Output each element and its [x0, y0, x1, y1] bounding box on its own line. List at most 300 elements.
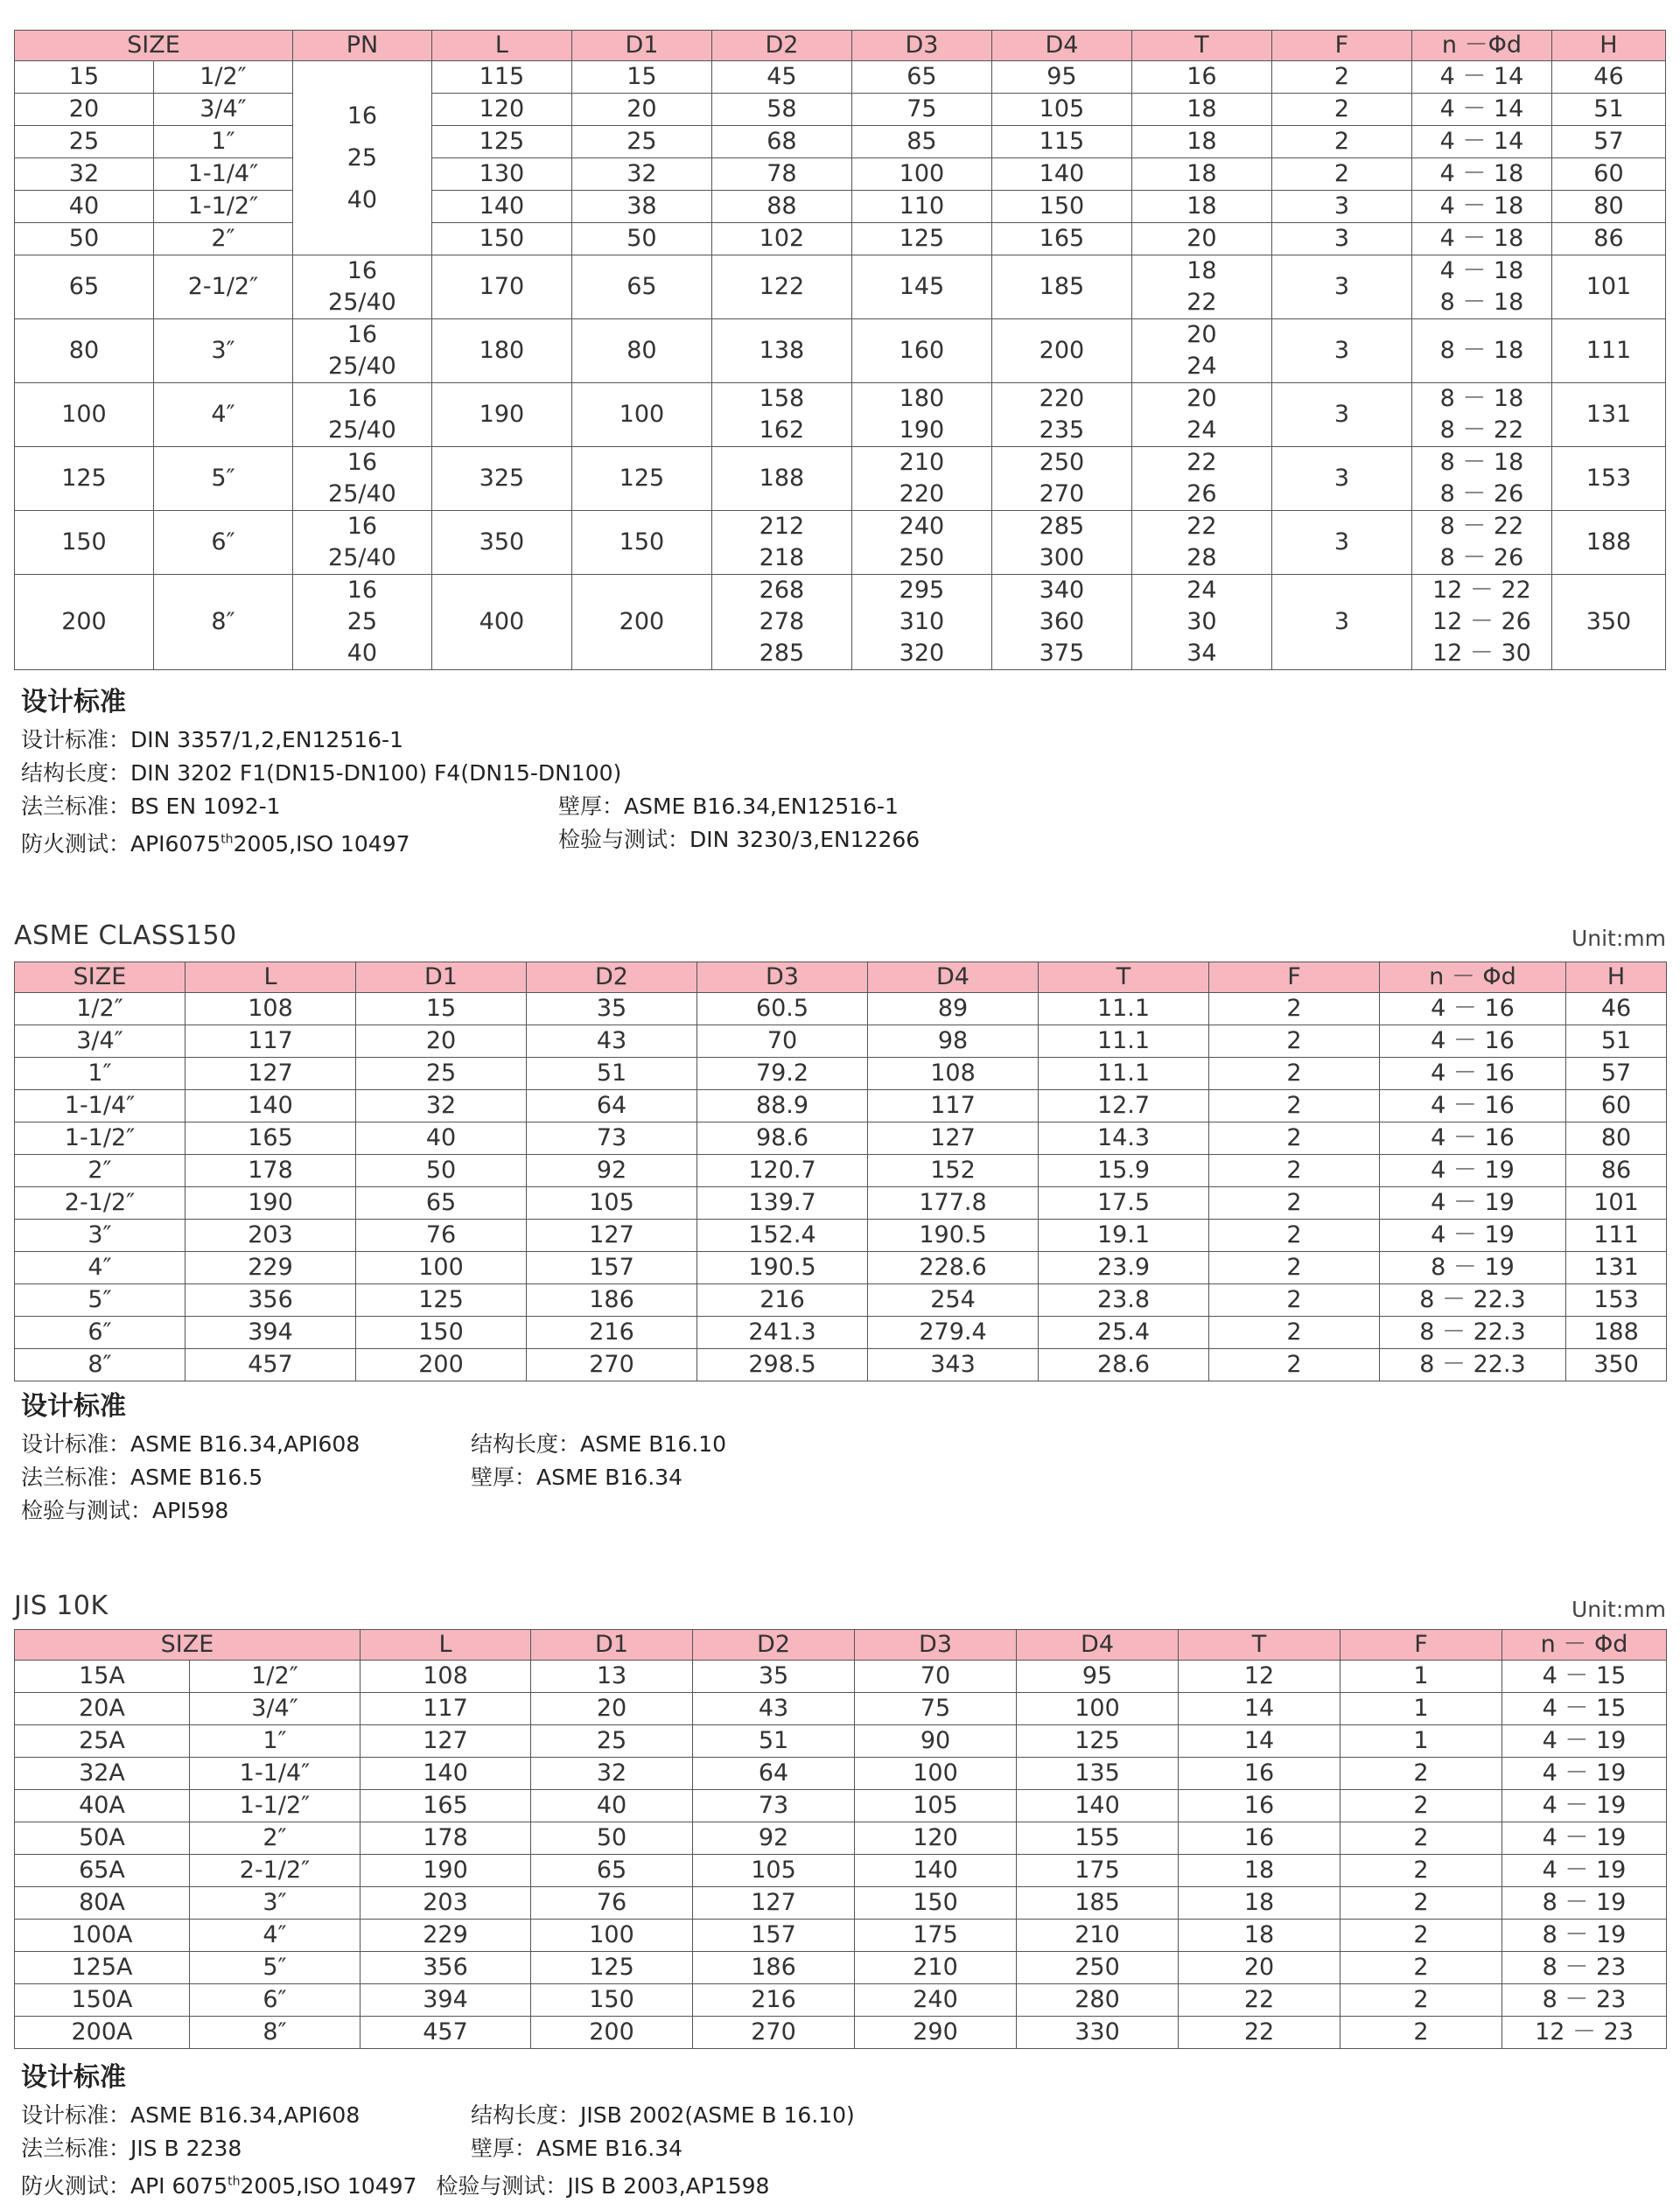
cell-d2: 92	[527, 1155, 697, 1187]
cell-nphi-line: 4 － 18	[1439, 257, 1524, 284]
cell-d4: 105	[991, 94, 1131, 126]
cell-inch: 8″	[153, 575, 292, 670]
cell-inch: 1-1/4″	[153, 158, 292, 191]
cell-nphi: 8 － 19	[1380, 1252, 1566, 1284]
cell-d3-line: 240	[899, 513, 945, 540]
table-row	[15, 383, 1666, 447]
table-row	[15, 1090, 1667, 1122]
cell-size: 3/4″	[15, 1025, 186, 1058]
cell-nphi-line: 8 － 18	[1439, 449, 1524, 476]
cell-d3	[851, 255, 991, 319]
cell-d3: 79.2	[697, 1058, 868, 1090]
cell-h: 188	[1551, 511, 1665, 575]
cell-d4: 127	[868, 1122, 1039, 1155]
table-row	[15, 1952, 1667, 1984]
cell-t-line: 26	[1186, 480, 1217, 507]
cell-a: 15A	[15, 1661, 190, 1693]
cell-d2: 270	[527, 1349, 697, 1381]
cell-d1: 15	[356, 993, 527, 1025]
cell-nphi: 8 － 23	[1502, 1952, 1667, 1984]
cell-pn-line: 16	[346, 577, 378, 604]
cell-t: 17.5	[1039, 1187, 1209, 1220]
cell-l: 125	[431, 126, 571, 158]
cell-nphi	[1411, 255, 1551, 319]
cell-h: 57	[1551, 126, 1665, 158]
cell-nphi: 4 － 19	[1502, 1725, 1667, 1758]
cell-t: 19.1	[1039, 1220, 1209, 1252]
cell-h: 60	[1551, 158, 1665, 191]
cell-l: 140	[431, 191, 571, 223]
cell-inch: 4″	[153, 383, 292, 447]
cell-t: 12.7	[1039, 1090, 1209, 1122]
cell-pn	[292, 447, 431, 511]
cell-t-line: 24	[1186, 577, 1217, 604]
cell-d3: 70	[855, 1661, 1017, 1693]
cell-d4	[991, 447, 1131, 511]
table-row	[15, 511, 1666, 575]
cell-d2: 102	[711, 223, 851, 255]
cell-d4: 190.5	[868, 1220, 1039, 1252]
cell-d2-line: 122	[759, 273, 805, 300]
cell-d4-line: 235	[1039, 416, 1085, 444]
cell-h: 131	[1566, 1252, 1667, 1284]
cell-d4: 100	[1017, 1693, 1179, 1725]
cell-nphi: 4 － 18	[1411, 223, 1551, 255]
cell-inch: 1-1/2″	[190, 1790, 360, 1822]
cell-d4: 330	[1017, 2017, 1179, 2049]
flange-standard: 法兰标准：BS EN 1092-1	[21, 794, 281, 819]
cell-f: 2	[1271, 61, 1411, 94]
cell-d2-line: 218	[759, 544, 805, 571]
cell-d2: 88	[711, 191, 851, 223]
cell-size: 2″	[15, 1155, 186, 1187]
jis-table-title: JIS 10K	[14, 1591, 108, 1621]
cell-t: 16	[1179, 1822, 1340, 1855]
cell-f: 1	[1340, 1725, 1502, 1758]
cell-d4-line: 250	[1039, 449, 1085, 476]
cell-inch: 2″	[153, 223, 292, 255]
cell-d2: 216	[527, 1317, 697, 1349]
header-f: F	[1209, 962, 1380, 993]
cell-t: 18	[1179, 1887, 1340, 1920]
cell-d4: 185	[1017, 1887, 1179, 1920]
cell-d2	[711, 575, 851, 670]
cell-nphi-line: 8 － 18	[1439, 385, 1524, 412]
cell-d4: 140	[1017, 1790, 1179, 1822]
cell-d4-line: 200	[1039, 337, 1085, 364]
cell-t: 18	[1131, 191, 1271, 223]
cell-d3: 216	[697, 1284, 868, 1317]
table-row	[15, 1758, 1667, 1790]
cell-d2	[711, 319, 851, 383]
cell-d3	[851, 575, 991, 670]
inspection-test: 检验与测试：API598	[21, 1498, 229, 1523]
table-row	[15, 223, 1666, 255]
cell-f: 2	[1209, 1155, 1380, 1187]
table-row	[15, 1284, 1667, 1317]
cell-f: 3	[1271, 575, 1411, 670]
cell-f: 3	[1271, 191, 1411, 223]
cell-d2: 270	[693, 2017, 855, 2049]
table-row	[15, 1790, 1667, 1822]
cell-l: 140	[360, 1758, 531, 1790]
cell-d1: 32	[571, 158, 711, 191]
design-row	[21, 1428, 1648, 1461]
cell-l: 350	[431, 511, 571, 575]
table-row	[15, 993, 1667, 1025]
wall-thickness: 壁厚：ASME B16.34,EN12516-1	[558, 794, 899, 819]
cell-nphi	[1411, 575, 1551, 670]
cell-d1: 76	[356, 1220, 527, 1252]
cell-d4-line: 340	[1039, 577, 1085, 604]
cell-inch: 1/2″	[190, 1661, 360, 1693]
wall-thickness: 壁厚：ASME B16.34	[471, 2136, 683, 2161]
jis-table-body	[15, 1661, 1667, 2049]
cell-d2: 73	[527, 1122, 697, 1155]
cell-nphi: 4 － 18	[1411, 158, 1551, 191]
header-l: L	[360, 1630, 531, 1661]
cell-d2	[711, 447, 851, 511]
cell-size: 3″	[15, 1220, 186, 1252]
cell-d2: 45	[711, 61, 851, 94]
cell-d4: 155	[1017, 1822, 1179, 1855]
cell-d1: 80	[571, 319, 711, 383]
cell-d2-line: 188	[759, 465, 805, 492]
header-h: H	[1551, 31, 1665, 61]
cell-d2: 43	[693, 1693, 855, 1725]
cell-pn-line: 40	[346, 640, 378, 667]
header-d2: D2	[527, 962, 697, 993]
cell-inch: 4″	[190, 1920, 360, 1952]
cell-d1: 100	[531, 1920, 693, 1952]
pn-value: 16	[346, 101, 378, 129]
cell-d4: 125	[1017, 1725, 1179, 1758]
cell-d2: 92	[693, 1822, 855, 1855]
cell-nphi	[1411, 447, 1551, 511]
cell-d3-line: 220	[899, 480, 945, 507]
cell-f: 2	[1209, 993, 1380, 1025]
cell-f: 3	[1271, 255, 1411, 319]
table-row	[15, 1317, 1667, 1349]
cell-h: 80	[1551, 191, 1665, 223]
cell-pn	[292, 511, 431, 575]
cell-f: 2	[1271, 94, 1411, 126]
cell-d3: 125	[851, 223, 991, 255]
cell-size: 1-1/4″	[15, 1090, 186, 1122]
cell-h: 51	[1551, 94, 1665, 126]
cell-d1: 65	[571, 255, 711, 319]
cell-d1: 38	[571, 191, 711, 223]
cell-inch: 1/2″	[153, 61, 292, 94]
cell-d2: 157	[693, 1920, 855, 1952]
header-d4: D4	[1017, 1630, 1179, 1661]
cell-inch: 3/4″	[153, 94, 292, 126]
cell-d4	[991, 511, 1131, 575]
cell-l: 394	[360, 1984, 531, 2017]
cell-nphi: 4 － 18	[1411, 191, 1551, 223]
cell-d3: 298.5	[697, 1349, 868, 1381]
cell-nphi: 4 － 19	[1380, 1155, 1566, 1187]
cell-d2: 127	[527, 1220, 697, 1252]
cell-t: 22	[1179, 1984, 1340, 2017]
cell-nphi: 4 － 19	[1380, 1220, 1566, 1252]
cell-l: 356	[186, 1284, 356, 1317]
cell-d3-line: 210	[899, 449, 945, 476]
cell-f: 2	[1340, 1758, 1502, 1790]
cell-l: 190	[431, 383, 571, 447]
design-standard: 设计标准：DIN 3357/1,2,EN12516-1	[21, 727, 403, 752]
pn-value: 25	[346, 143, 378, 171]
cell-l: 127	[186, 1058, 356, 1090]
cell-inch: 2″	[190, 1822, 360, 1855]
cell-inch: 3/4″	[190, 1693, 360, 1725]
cell-h: 57	[1566, 1058, 1667, 1090]
header-size: SIZE	[15, 1630, 360, 1661]
cell-d3: 241.3	[697, 1317, 868, 1349]
cell-pn	[292, 383, 431, 447]
cell-d4-line: 220	[1039, 385, 1085, 412]
cell-t-line: 20	[1186, 321, 1217, 348]
cell-d3: 190.5	[697, 1252, 868, 1284]
asme-table-body	[15, 993, 1667, 1381]
cell-l: 130	[431, 158, 571, 191]
cell-d3: 100	[855, 1758, 1017, 1790]
cell-h: 153	[1566, 1284, 1667, 1317]
cell-pn-group	[292, 61, 431, 255]
cell-nphi-line: 8 － 18	[1439, 289, 1524, 316]
cell-d1: 20	[356, 1025, 527, 1058]
cell-nphi: 4 － 16	[1380, 1025, 1566, 1058]
cell-f: 2	[1209, 1349, 1380, 1381]
cell-f: 2	[1209, 1284, 1380, 1317]
fire-test: 防火测试：API6075th2005,ISO 10497	[21, 831, 410, 857]
cell-dn: 100	[15, 383, 154, 447]
cell-t: 15.9	[1039, 1155, 1209, 1187]
jis-standards-block	[21, 2057, 1648, 2199]
cell-d4	[991, 383, 1131, 447]
fire-row	[21, 823, 1648, 857]
cell-d3: 175	[855, 1920, 1017, 1952]
cell-f: 2	[1209, 1187, 1380, 1220]
header-d3: D3	[855, 1630, 1017, 1661]
cell-nphi: 4 － 19	[1502, 1758, 1667, 1790]
cell-nphi: 8 － 19	[1502, 1887, 1667, 1920]
cell-d1: 100	[356, 1252, 527, 1284]
cell-nphi: 4 － 19	[1502, 1855, 1667, 1887]
cell-t-line: 24	[1186, 353, 1217, 380]
cell-inch: 6″	[190, 1984, 360, 2017]
cell-pn-line: 25/40	[328, 353, 396, 380]
cell-f: 2	[1209, 1058, 1380, 1090]
jis-table-section	[14, 1629, 1666, 2049]
cell-d3: 152.4	[697, 1220, 868, 1252]
cell-f: 3	[1271, 383, 1411, 447]
header-pn: PN	[292, 31, 431, 61]
cell-d4: 210	[1017, 1920, 1179, 1952]
cell-a: 200A	[15, 2017, 190, 2049]
cell-d1: 25	[571, 126, 711, 158]
cell-pn-line: 25	[346, 608, 378, 635]
cell-d3-line: 310	[899, 608, 945, 635]
cell-d1: 32	[356, 1090, 527, 1122]
cell-d1: 50	[531, 1822, 693, 1855]
cell-size: 1/2″	[15, 993, 186, 1025]
table-row	[15, 158, 1666, 191]
cell-pn-line: 16	[346, 257, 378, 284]
cell-d3: 88.9	[697, 1090, 868, 1122]
cell-h: 60	[1566, 1090, 1667, 1122]
cell-d4: 228.6	[868, 1252, 1039, 1284]
header-d4: D4	[991, 31, 1131, 61]
cell-t: 23.8	[1039, 1284, 1209, 1317]
cell-a: 25A	[15, 1725, 190, 1758]
header-d2: D2	[711, 31, 851, 61]
cell-d2: 51	[693, 1725, 855, 1758]
cell-pn-line: 25/40	[328, 544, 396, 571]
pn-standards-block	[21, 682, 1648, 857]
cell-d3: 105	[855, 1790, 1017, 1822]
pn-value: 40	[346, 185, 378, 213]
header-h: H	[1566, 962, 1667, 993]
cell-f: 2	[1340, 1790, 1502, 1822]
asme-spec-table	[14, 962, 1667, 1381]
cell-d2: 127	[693, 1887, 855, 1920]
cell-t	[1131, 511, 1271, 575]
inspection-test: 检验与测试：JIS B 2003,AP1598	[436, 2173, 770, 2200]
cell-f: 2	[1340, 1822, 1502, 1855]
cell-d3-line: 145	[899, 273, 945, 300]
cell-h: 153	[1551, 447, 1665, 511]
cell-nphi-line: 12 － 30	[1432, 640, 1531, 667]
cell-d3: 100	[851, 158, 991, 191]
cell-d2: 73	[693, 1790, 855, 1822]
cell-d3: 110	[851, 191, 991, 223]
cell-d3-line: 180	[899, 385, 945, 412]
cell-nphi	[1411, 383, 1551, 447]
cell-l: 229	[360, 1920, 531, 1952]
cell-nphi: 12 － 23	[1502, 2017, 1667, 2049]
header-d3: D3	[697, 962, 868, 993]
header-d2: D2	[693, 1630, 855, 1661]
cell-l: 150	[431, 223, 571, 255]
cell-d3: 150	[855, 1887, 1017, 1920]
cell-d4-line: 360	[1039, 608, 1085, 635]
cell-t: 11.1	[1039, 1025, 1209, 1058]
cell-t	[1131, 319, 1271, 383]
cell-d1: 20	[571, 94, 711, 126]
cell-d3: 65	[851, 61, 991, 94]
cell-d2: 105	[527, 1187, 697, 1220]
cell-t: 16	[1179, 1790, 1340, 1822]
cell-nphi: 8 － 22.3	[1380, 1317, 1566, 1349]
flange-standard: 法兰标准：JIS B 2238	[21, 2136, 242, 2161]
cell-d4: 279.4	[868, 1317, 1039, 1349]
cell-d1: 40	[356, 1122, 527, 1155]
cell-d4: 152	[868, 1155, 1039, 1187]
header-size: SIZE	[15, 962, 186, 993]
cell-d1: 50	[356, 1155, 527, 1187]
cell-d1: 125	[356, 1284, 527, 1317]
cell-d1: 200	[531, 2017, 693, 2049]
cell-size: 1″	[15, 1058, 186, 1090]
cell-d3-line: 295	[899, 577, 945, 604]
cell-t-line: 22	[1186, 449, 1217, 476]
cell-l: 170	[431, 255, 571, 319]
cell-f: 2	[1340, 1984, 1502, 2017]
cell-l: 203	[186, 1220, 356, 1252]
cell-dn: 32	[15, 158, 154, 191]
cell-d2: 186	[527, 1284, 697, 1317]
jis-header-row	[15, 1630, 1667, 1661]
cell-pn	[292, 255, 431, 319]
cell-inch: 3″	[190, 1887, 360, 1920]
cell-h: 51	[1566, 1025, 1667, 1058]
structure-length: 结构长度：JISB 2002(ASME B 16.10)	[471, 2102, 855, 2128]
cell-t-line: 18	[1186, 257, 1217, 284]
cell-d3: 120.7	[697, 1155, 868, 1187]
jis-spec-table	[14, 1629, 1667, 2049]
table-row	[15, 1058, 1667, 1090]
cell-d3: 98.6	[697, 1122, 868, 1155]
cell-t: 18	[1131, 158, 1271, 191]
cell-d1: 32	[531, 1758, 693, 1790]
cell-d2: 64	[693, 1758, 855, 1790]
flange-row	[21, 1461, 1648, 1494]
cell-nphi: 4 － 19	[1502, 1790, 1667, 1822]
cell-d4: 177.8	[868, 1187, 1039, 1220]
cell-f: 2	[1209, 1220, 1380, 1252]
cell-d1: 15	[571, 61, 711, 94]
cell-d2: 78	[711, 158, 851, 191]
header-f: F	[1271, 31, 1411, 61]
cell-d4: 115	[991, 126, 1131, 158]
header-d3: D3	[851, 31, 991, 61]
cell-pn-line: 25/40	[328, 416, 396, 444]
cell-d1: 50	[571, 223, 711, 255]
cell-t	[1131, 255, 1271, 319]
table-row	[15, 319, 1666, 383]
cell-dn: 65	[15, 255, 154, 319]
cell-d4-line: 375	[1039, 640, 1085, 667]
header-d1: D1	[356, 962, 527, 993]
pn-table-body	[15, 61, 1666, 670]
table-row	[15, 1220, 1667, 1252]
cell-l: 165	[360, 1790, 531, 1822]
cell-l: 325	[431, 447, 571, 511]
cell-t: 12	[1179, 1661, 1340, 1693]
cell-d1: 25	[356, 1058, 527, 1090]
cell-d2	[711, 511, 851, 575]
table-row	[15, 1920, 1667, 1952]
header-size: SIZE	[15, 31, 293, 61]
cell-l: 115	[431, 61, 571, 94]
flange-standard: 法兰标准：ASME B16.5	[21, 1465, 263, 1490]
cell-dn: 80	[15, 319, 154, 383]
table-row	[15, 1155, 1667, 1187]
fire-test: 防火测试：API 6075th2005,ISO 10497	[21, 2173, 417, 2200]
cell-inch: 6″	[153, 511, 292, 575]
table-row	[15, 1822, 1667, 1855]
header-n-phi-d: n － Φd	[1502, 1630, 1667, 1661]
cell-dn: 40	[15, 191, 154, 223]
cell-h: 86	[1551, 223, 1665, 255]
cell-nphi	[1411, 511, 1551, 575]
cell-t: 18	[1131, 126, 1271, 158]
cell-d1: 13	[531, 1661, 693, 1693]
cell-t-line: 34	[1186, 640, 1217, 667]
cell-t: 18	[1131, 94, 1271, 126]
cell-dn: 25	[15, 126, 154, 158]
